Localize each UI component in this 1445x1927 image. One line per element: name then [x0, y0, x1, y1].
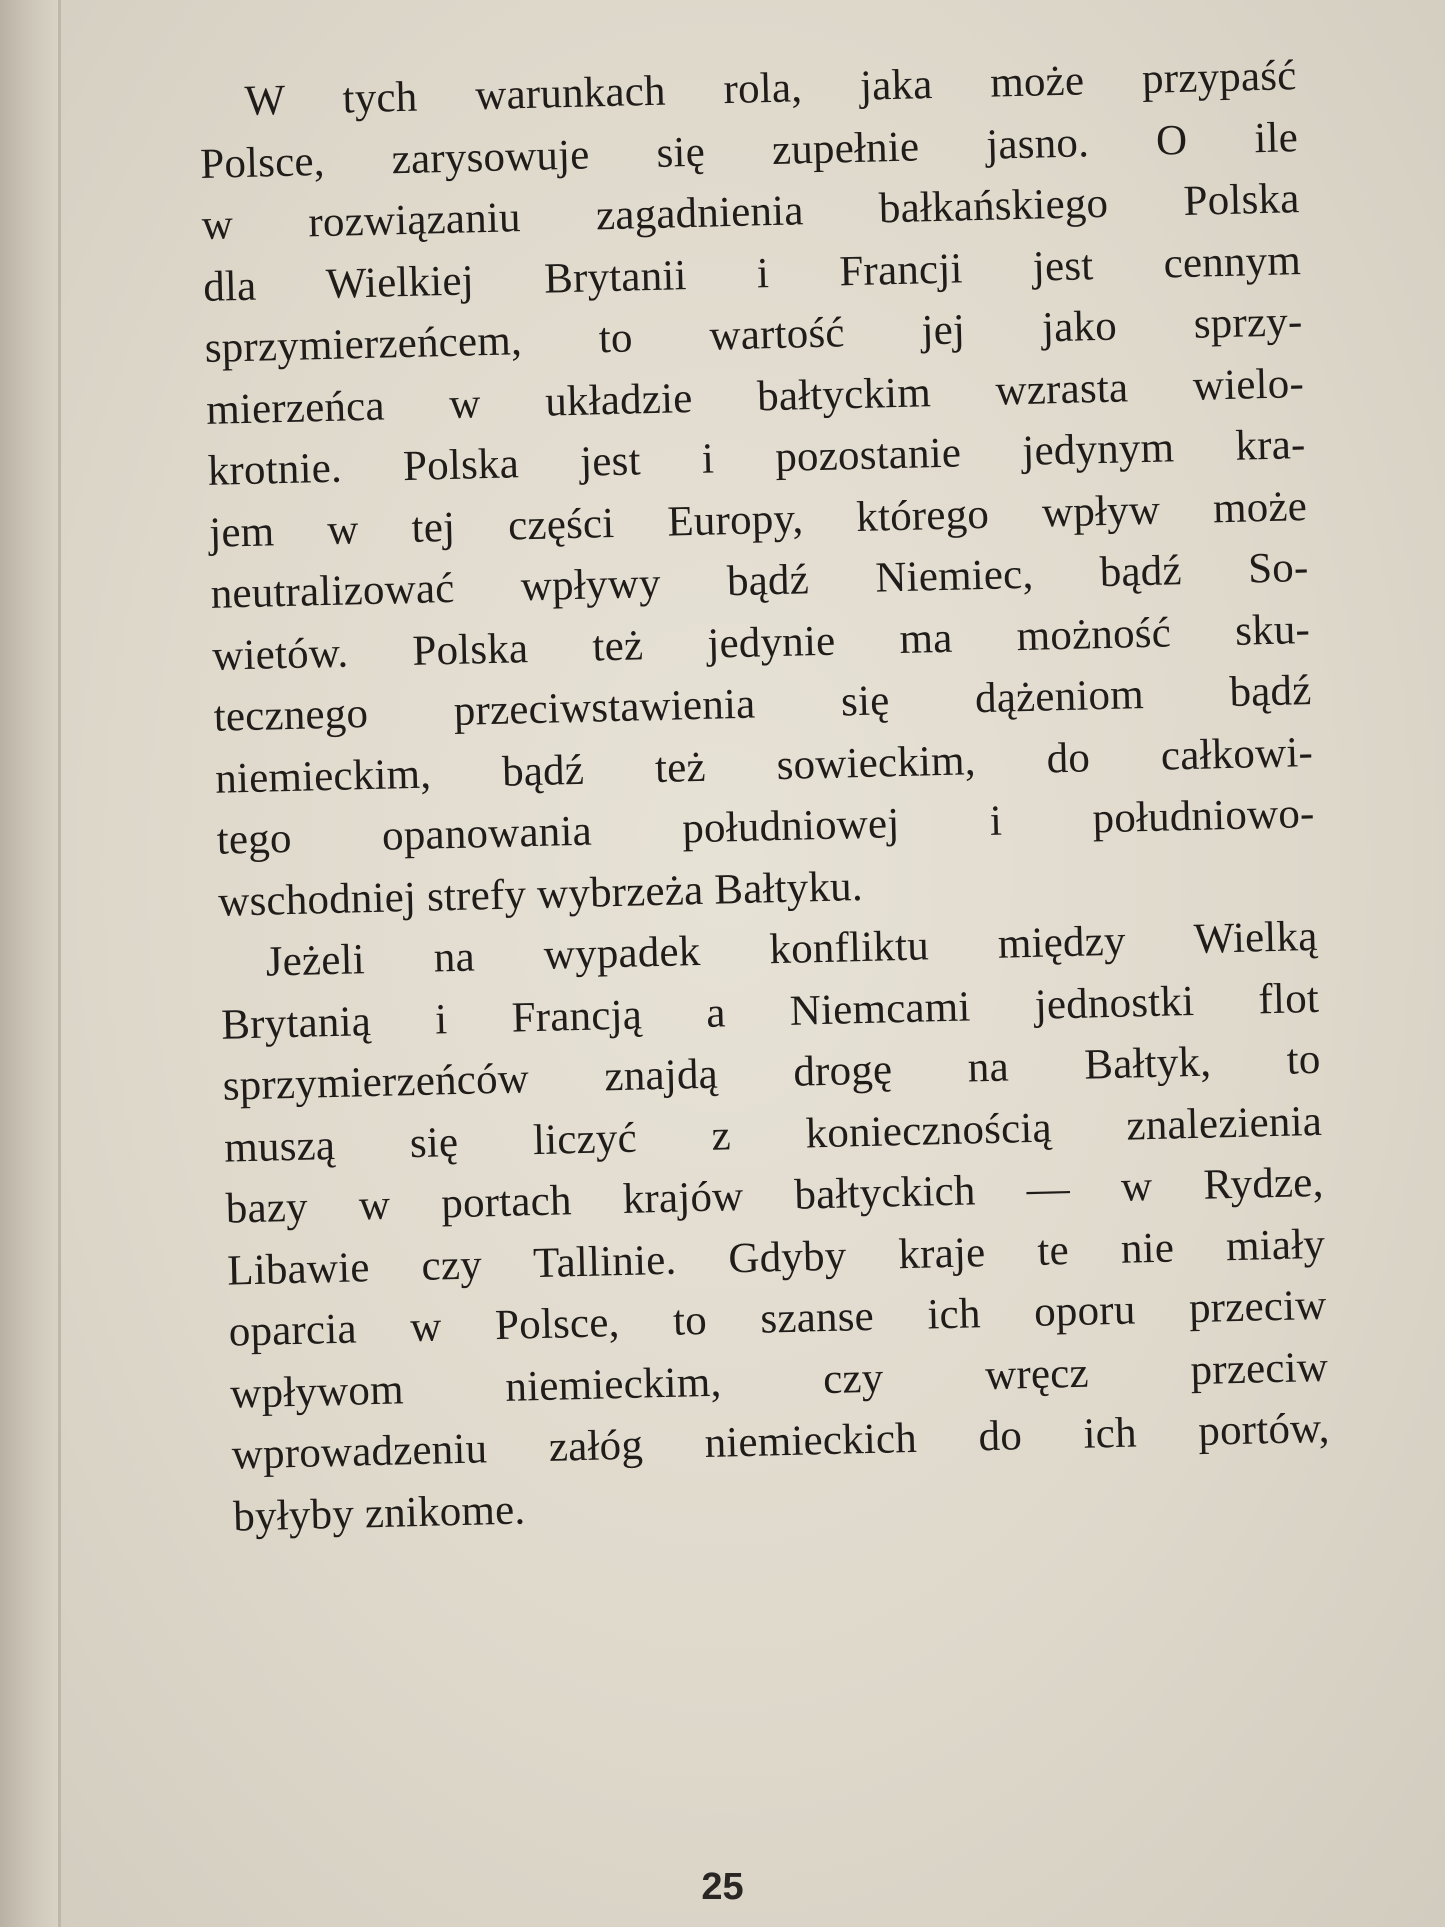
paragraph-2	[219, 906, 1332, 1548]
text-line: tego opanowania południowej i południowo-	[216, 789, 1316, 864]
text-line: neutralizować wpływy bądź Niemiec, bądź So-	[210, 544, 1310, 618]
text-line: Brytanią i Francją a Niemcami jednostki flot	[220, 974, 1320, 1049]
text-line: w rozwiązaniu zagadnienia bałkańskiego Polska	[201, 175, 1300, 249]
text-line: mierzeńca w układzie bałtyckim wzrasta wielo-	[205, 359, 1305, 434]
text-line: wprowadzeniu załóg niemieckich do ich portów,	[231, 1404, 1331, 1479]
text-line: oparcia w Polsce, to szanse ich oporu przeciw	[228, 1281, 1328, 1356]
book-binding	[0, 0, 58, 1927]
text-line: wschodniej strefy wybrzeża Bałtyku.	[217, 862, 864, 926]
text-line: byłyby znikome.	[232, 1485, 526, 1541]
text-line: Polsce, zarysowuje się zupełnie jasno. O ile	[199, 113, 1299, 188]
page-number: 25	[701, 1866, 744, 1908]
text-line: wietów. Polska też jedynie ma możność sku-	[211, 605, 1311, 680]
text-line: krotnie. Polska jest i pozostanie jedynym kra-	[207, 421, 1307, 495]
text-line: W tych warunkach rola, jaka może przypaść	[244, 52, 1297, 125]
text-line: sprzymierzeńców znajdą drogę na Bałtyk, to	[222, 1035, 1322, 1110]
text-line: Libawie czy Tallinie. Gdyby kraje te nie miały	[226, 1220, 1326, 1295]
text-line: wpływom niemieckim, czy wręcz przeciw	[229, 1343, 1329, 1418]
text-line: Jeżeli na wypadek konfliktu między Wielką	[265, 912, 1319, 986]
text-line: sprzymierzeńcem, to wartość jej jako sprzy-	[204, 298, 1304, 372]
body-text	[198, 45, 1332, 1547]
text-line: jem w tej części Europy, którego wpływ może	[208, 482, 1308, 557]
text-line: dla Wielkiej Brytanii i Francji jest cennym	[202, 236, 1302, 311]
text-line: muszą się liczyć z koniecznością znalezienia	[223, 1097, 1323, 1172]
page-edge	[58, 0, 61, 1927]
text-line: niemieckim, bądź też sowieckim, do całkowi-	[214, 728, 1314, 803]
text-line: tecznego przeciwstawienia się dążeniom bądź	[213, 666, 1313, 741]
text-line: bazy w portach krajów bałtyckich — w Rydze,	[225, 1158, 1325, 1233]
paragraph-1	[198, 45, 1317, 933]
